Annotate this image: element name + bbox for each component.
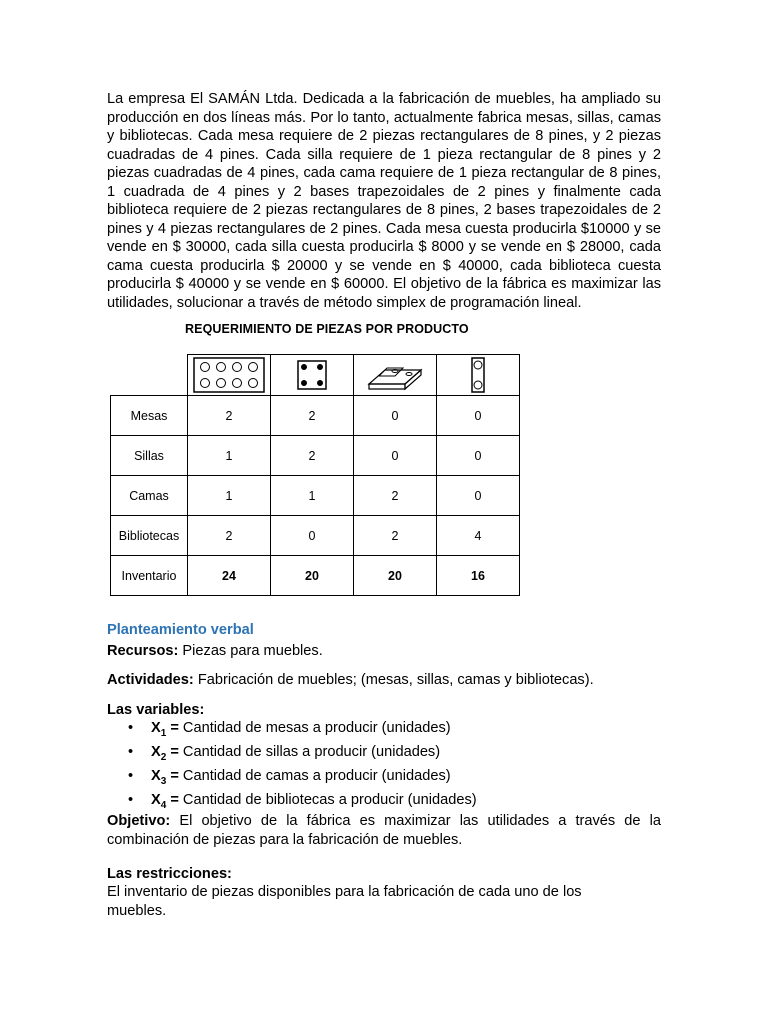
row-label: Bibliotecas (111, 516, 188, 556)
cell-value: 2 (188, 516, 271, 556)
row-label: Mesas (111, 396, 188, 436)
cell-value: 2 (354, 476, 437, 516)
objetivo-label: Objetivo: (107, 813, 171, 829)
list-item: • $X_4$ = Cantidad de bibliotecas a producir (unidades) (128, 792, 477, 812)
cell-value: 0 (354, 396, 437, 436)
cell-value: 1 (271, 476, 354, 516)
cell-value: 16 (437, 556, 520, 596)
cell-value: 4 (437, 516, 520, 556)
cell-value: 0 (271, 516, 354, 556)
trapezoid-2-pin-base-icon (365, 358, 425, 392)
cell-value: 2 (354, 516, 437, 556)
intro-paragraph: La empresa El SAMÁN Ltda. Dedicada a la fabricación de muebles, ha ampliado su producción en dos líneas más. Por lo tanto, actualmente fabrica mesas, sillas, camas y bibliotecas. Cada mesa requiere de 2 piezas rectangulares de 8 pines, y 2 piezas cuadradas de 4 pines. Cada silla requiere de 1 pieza rectangular de 8 pines y 2 piezas cuadradas de 4 pines, cada cama requiere de 1 pieza rectangular de 8 pines, 1 cuadrada de 4 pines y 2 bases trapezoidales de 2 pines y finalmente cada biblioteca requiere de 2 piezas rectangulares de 8 pines, 2 bases trapezoidales de 2 pines y 4 piezas rectangulares de 2 pines. Cada mesa cuesta producirla $10000 y se vende en $ 30000, cada silla cuesta producirla $ 8000 y se vende en $ 28000, cada cama cuesta producirla $ 20000 y se vende en $ 40000, cada biblioteca cuesta producirla $ 40000 y se vende en $ 60000. El objetivo de la fábrica es maximizar las utilidades, solucionar a través de método simplex de programación lineal. (107, 91, 661, 311)
table-row (111, 436, 520, 476)
list-item: • $X_3$ = Cantidad de camas a producir (unidades) (128, 768, 451, 788)
bullet-icon: • (128, 744, 134, 761)
actividades-text: Fabricación de muebles; (mesas, sillas, camas y bibliotecas). (193, 672, 594, 688)
section-heading: Planteamiento verbal (107, 622, 254, 638)
cell-value: 2 (271, 396, 354, 436)
actividades-label: Actividades: (107, 672, 194, 688)
restricciones-text: El inventario de piezas disponibles para la fabricación de cada uno de los muebles. (107, 884, 582, 919)
actividades-line (107, 671, 594, 690)
list-item: • $X_1$ = Cantidad de mesas a producir (unidades) (128, 720, 451, 739)
rect-8-pin-piece-icon (193, 357, 265, 393)
bullet-icon: • (128, 768, 134, 785)
cell-value: 0 (437, 436, 520, 476)
recursos-label: Recursos: (107, 643, 179, 659)
cell-value: 1 (188, 436, 271, 476)
restricciones-heading: Las restricciones: (107, 866, 232, 882)
variables-list (107, 719, 477, 815)
square-4-pin-piece-icon (296, 359, 328, 391)
bullet-icon: • (128, 792, 134, 809)
objetivo-paragraph (107, 812, 661, 850)
recursos-line (107, 642, 323, 661)
inventory-row (111, 556, 520, 596)
cell-value: 20 (354, 556, 437, 596)
row-label: Camas (111, 476, 188, 516)
rect-2-pin-piece-icon (470, 357, 486, 393)
table-title: REQUERIMIENTO DE PIEZAS POR PRODUCTO (185, 322, 469, 336)
table-row (111, 516, 520, 556)
row-label: Sillas (111, 436, 188, 476)
variables-heading: Las variables: (107, 702, 205, 718)
cell-value: 2 (271, 436, 354, 476)
row-label: Inventario (111, 556, 188, 596)
recursos-text: Piezas para muebles. (178, 643, 323, 659)
table-header-row (111, 355, 520, 396)
cell-value: 24 (188, 556, 271, 596)
cell-value: 0 (437, 396, 520, 436)
cell-value: 0 (354, 436, 437, 476)
list-item: • $X_2$ = Cantidad de sillas a producir (unidades) (128, 744, 441, 764)
requirements-table (110, 354, 520, 596)
cell-value: 2 (188, 396, 271, 436)
bullet-icon: • (128, 720, 134, 736)
objetivo-text: El objetivo de la fábrica es maximizar las utilidades a través de la combinación de piezas para la fabricación de muebles. (107, 813, 661, 848)
cell-value: 0 (437, 476, 520, 516)
table-row (111, 476, 520, 516)
cell-value: 20 (271, 556, 354, 596)
table-row (111, 396, 520, 436)
cell-value: 1 (188, 476, 271, 516)
